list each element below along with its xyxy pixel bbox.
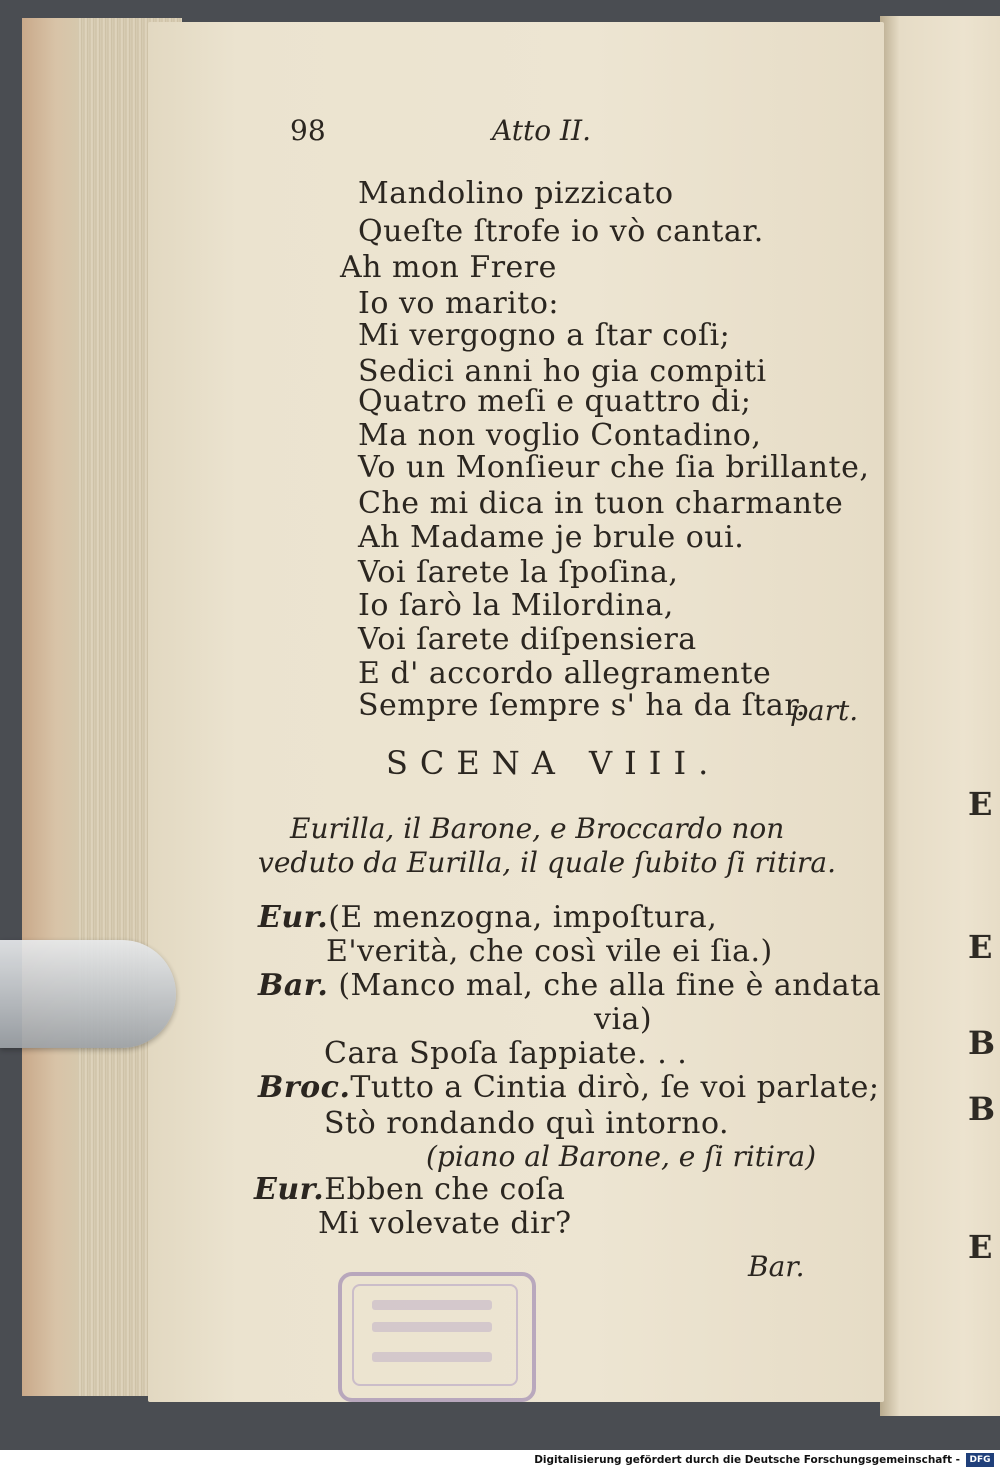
dialogue-line: Ebben che coſa: [324, 1172, 566, 1207]
dialogue-line: Stò rondando quì intorno.: [324, 1106, 730, 1141]
dialogue-line: (E menzogna, impoſtura,: [328, 900, 718, 935]
speaker: Eur.: [258, 900, 329, 935]
verse-line: Sempre ſempre s' ha da ſtar.: [358, 688, 806, 723]
page-edges-shadow: [22, 18, 78, 1396]
verse-line: Mi vergogno a ſtar coſi;: [358, 318, 731, 353]
verse-line: Ah Madame je brule oui.: [358, 520, 745, 555]
stage-direction: Eurilla, il Barone, e Broccardo non: [290, 812, 785, 845]
verse-line: Queſte ſtrofe io vò cantar.: [358, 214, 764, 249]
dialogue-line: (Manco mal, che alla fine è andata: [338, 968, 882, 1003]
page-number: 98: [290, 114, 326, 147]
verse-line: Sedici anni ho gia compiti: [358, 354, 767, 389]
facing-glyph: B: [968, 1024, 996, 1062]
verse-line: Io vo marito:: [358, 286, 559, 321]
stamp-text-smudge: [372, 1322, 492, 1332]
facing-glyph: E: [968, 1228, 993, 1266]
verse-line: Voi ſarete la ſpoſina,: [358, 555, 679, 590]
facing-glyph: E: [968, 785, 993, 823]
running-title: Atto II.: [492, 114, 592, 147]
dialogue-line: E'verità, che così vile ei ſia.): [326, 934, 773, 969]
dialogue-line: via): [594, 1002, 653, 1037]
verse-line: E d' accordo allegramente: [358, 656, 772, 691]
catchword: Bar.: [748, 1250, 805, 1283]
stamp-text-smudge: [372, 1300, 492, 1310]
dialogue-line: Tutto a Cintia dirò, ſe voi parlate;: [350, 1070, 880, 1105]
dfg-logo: DFG: [966, 1453, 994, 1467]
facing-glyph: B: [968, 1090, 996, 1128]
stamp-text-smudge: [372, 1352, 492, 1362]
dialogue-line: Cara Spoſa ſappiate. . .: [324, 1036, 688, 1071]
verse-line: Io ſarò la Milordina,: [358, 588, 674, 623]
footer-credit: Digitalisierung gefördert durch die Deutsche Forschungsgemeinschaft -: [534, 1454, 960, 1466]
verse-line: Che mi dica in tuon charmante: [358, 486, 844, 521]
speaker: Bar.: [258, 968, 329, 1003]
dialogue-line: (piano al Barone, e ſi ritira): [426, 1140, 816, 1173]
stage-direction: veduto da Eurilla, il quale ſubito ſi ritira.: [258, 846, 837, 879]
exit-note: part.: [790, 694, 859, 727]
bookmark-tab: [0, 940, 176, 1048]
facing-page: [880, 16, 1000, 1416]
verse-line: Ah mon Frere: [340, 250, 557, 285]
scene-title: SCENA VIII.: [386, 744, 721, 782]
dialogue-line: Mi volevate dir?: [318, 1206, 572, 1241]
verse-line: Vo un Monſieur che ſia brillante,: [358, 450, 870, 485]
speaker: Broc.: [258, 1070, 351, 1105]
verse-line: Mandolino pizzicato: [358, 176, 674, 211]
facing-glyph: E: [968, 928, 993, 966]
footer-bar: [0, 1450, 1000, 1473]
speaker: Eur.: [254, 1172, 325, 1207]
verse-line: Ma non voglio Contadino,: [358, 418, 762, 453]
verse-line: Quatro meſi e quattro di;: [358, 384, 752, 419]
verse-line: Voi ſarete diſpensiera: [358, 622, 697, 657]
